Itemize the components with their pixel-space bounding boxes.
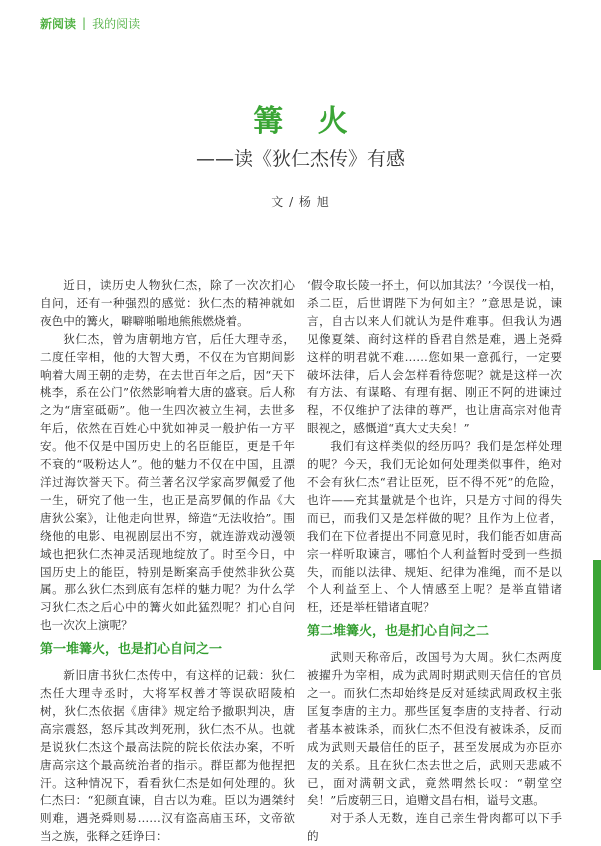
- left-column: [40, 277, 295, 846]
- section-heading-2: 第二堆篝火，也是扪心自问之二: [307, 624, 490, 640]
- paragraph: 对于杀人无数，连自己亲生骨肉都可以下手的: [307, 811, 562, 844]
- article-subtitle: ——读《狄仁杰传》有感: [195, 148, 405, 170]
- paragraph: 狄仁杰，曾为唐朝地方官，后任大理寺丞，二度任宰相，他的大智大勇，不仅在为官期间影响着大周王朝的走势，在去世百年之后，因“天下桃李，系在公门”依然影响着大唐的盛衰。后人称之为“唐室砥砺”。他一生四次被立生祠，去世多年后，依然在百姓心中犹如神灵一般护佑一方平安。他不仅是中国历史上的名臣能臣，更是千年不衰的“吸粉达人”。他的魅力不仅在中国，且漂洋过海饮誉天下。荷兰著名汉学家高罗佩爱了他一生，研究了他一生，也正是高罗佩的作品《大唐狄公案》，让他走向世界，缔造“无法收拾”。围绕他的电影、电视剧层出不穷，就连游戏动漫领域也把狄仁杰神灵活现地绽放了。时至今日，中国历史上的能臣，特别是断案高手使然非狄公莫属。那么狄仁杰到底有怎样的魅力呢？为什么学习狄仁杰之后心中的篝火如此猛烈呢？扪心自问也一次次上演呢？: [40, 331, 295, 633]
- paragraph: 新旧唐书狄仁杰传中，有这样的记载：狄仁杰任大理寺丞时，大将军权善才等误砍昭陵柏树，狄仁杰依据《唐律》规定给予撤职判决，唐高宗震怒，怒斥其改判死刑，狄仁杰不从。也就是说狄仁杰这个最高法院的院长依法办案，不听唐高宗这个最高统治者的指示。群臣都为他捏把汗。这种情况下，看看狄仁杰是如何处理的。狄仁杰曰：“犯颜直谏，自古以为难。臣以为遇桀纣则难，遇尧舜则易……汉有盗高庙玉环，文帝欲当之族，张释之廷诤曰：: [40, 668, 295, 844]
- section-heading-1: 第一堆篝火，也是扪心自问之一: [40, 642, 223, 658]
- paragraph: 我们有这样类似的经历吗？我们是怎样处理的呢？今天，我们无论如何处理类似事件，绝对不会有狄仁杰“君让臣死，臣不得不死”的危险，也许——充其量就是个也许，只是方寸间的得失而已，而我们又是怎样做的呢？且作为上位者，我们在下位者提出不同意见时，我们能否如唐高宗一样听取谏言，哪怕个人利益暂时受到一些损失，而能以法律、规矩、纪律为准绳，而不是以个人利益至上、个人情感至上呢？是举直错诸枉，还是举枉错诸直呢？: [307, 439, 562, 615]
- magazine-header: [40, 14, 140, 32]
- article-author: 文 / 杨 旭: [271, 195, 330, 209]
- article-title: 篝 火: [253, 104, 360, 139]
- header-separator: |: [82, 16, 87, 30]
- paragraph: ‘假令取长陵一抔土，何以加其法？’今误伐一柏，杀二臣，后世谓陛下为何如主？”意思是说，谏言，自古以来人们就认为是件难事。但我认为遇见像夏桀、商纣这样的昏君自然是难，遇上尧舜这样的明君就不难……您如果一意孤行，一定要破坏法律，后人会怎样看待您呢？就是这样一次有方法、有谋略、有理有据、刚正不阿的进谏过程，不仅维护了法律的尊严，也让唐高宗对他青眼视之，感慨道“真大丈夫矣！”: [307, 278, 562, 436]
- paragraph: 武则天称帝后，改国号为大周。狄仁杰两度被擢升为宰相，成为武周时期武则天信任的官员之一。而狄仁杰却始终是反对延续武周政权主张匡复李唐的主力。那些匡复李唐的支持者、行动者基本被诛杀，而狄仁杰不但没有被诛杀，反而成为武则天最信任的臣子，甚至发展成为亦臣亦友的关系。且在狄仁杰去世之后，武则天悲戚不已，面对满朝文武，竟然喟然长叹：“朝堂空矣！”后废朝三日，追赠文昌右相，谥号文惠。: [307, 650, 562, 808]
- brand-logo-text: 新阅读: [40, 16, 77, 31]
- page-edge-accent-bar: [593, 560, 601, 670]
- right-column: [307, 277, 562, 846]
- paragraph: 近日，读历史人物狄仁杰，除了一次次扪心自问，还有一种强烈的感觉：狄仁杰的精神就如夜色中的篝火，噼噼啪啪地熊熊燃烧着。: [40, 278, 295, 328]
- section-name: 我的阅读: [92, 16, 141, 31]
